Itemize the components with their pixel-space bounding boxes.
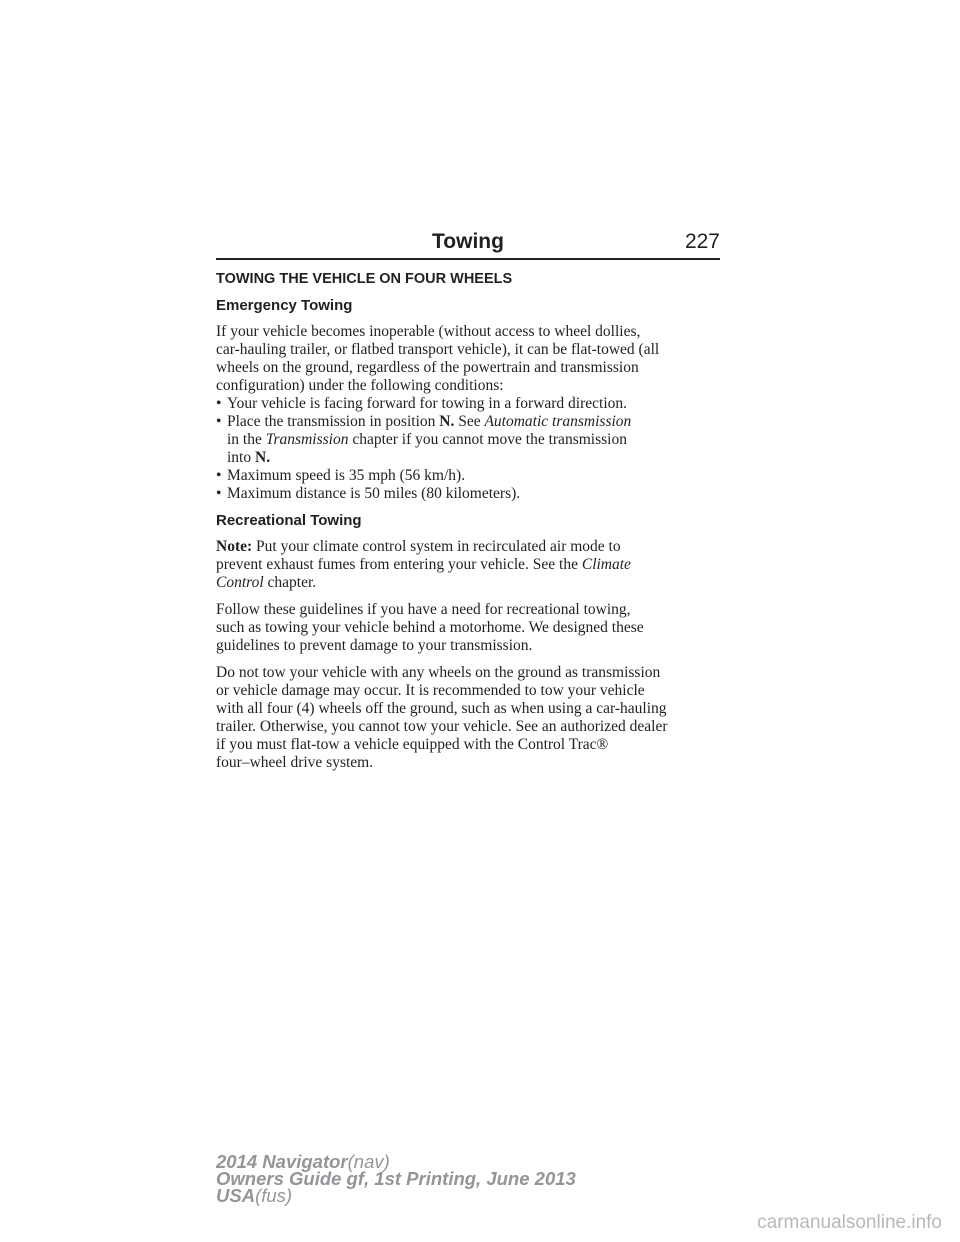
- tow-warning-paragraph: [216, 664, 726, 772]
- bullet-icon: •: [216, 413, 222, 430]
- transmission-chapter-reference: Transmission: [265, 431, 349, 448]
- page-header: [216, 228, 720, 260]
- emergency-intro-line: wheels on the ground, regardless of the powertrain and transmission: [216, 359, 639, 376]
- page-number: 227: [684, 230, 720, 253]
- list-item: [216, 485, 726, 503]
- emergency-intro-paragraph: [216, 323, 726, 395]
- transmission-position-n: N.: [255, 449, 271, 466]
- paragraph-line: or vehicle damage may occur. It is recommended to tow your vehicle: [216, 682, 645, 699]
- section-title: Towing: [432, 230, 504, 253]
- recreational-towing-heading: Recreational Towing: [216, 512, 362, 529]
- footer-market: USA: [216, 1185, 256, 1206]
- page-content: [216, 270, 726, 781]
- bullet-icon: •: [216, 467, 222, 484]
- footer-printing-info: Owners Guide gf, 1st Printing, June 2013: [216, 1168, 576, 1189]
- climate-control-reference: Climate: [581, 556, 631, 573]
- bullet-text: See: [454, 413, 485, 430]
- emergency-intro-line: configuration) under the following conditions:: [216, 377, 504, 394]
- paragraph-line: guidelines to prevent damage to your transmission.: [216, 637, 533, 654]
- note-label: Note:: [216, 538, 253, 555]
- paragraph-line: such as towing your vehicle behind a motorhome. We designed these: [216, 619, 644, 636]
- footer-market-code: (fus): [255, 1185, 293, 1206]
- guidelines-paragraph: [216, 601, 726, 655]
- list-item: [216, 413, 726, 467]
- transmission-position-n: N.: [439, 413, 455, 430]
- bullet-text: chapter if you cannot move the transmission: [348, 431, 627, 448]
- note-text: prevent exhaust fumes from entering your vehicle. See the: [216, 556, 582, 573]
- bullet-icon: •: [216, 485, 222, 502]
- paragraph-line: Follow these guidelines if you have a need for recreational towing,: [216, 601, 631, 618]
- bullet-text: Maximum speed is 35 mph (56 km/h).: [227, 467, 466, 484]
- paragraph-line: trailer. Otherwise, you cannot tow your vehicle. See an authorized dealer: [216, 718, 668, 735]
- bullet-text: Maximum distance is 50 miles (80 kilometers).: [227, 485, 521, 502]
- paragraph-line: Do not tow your vehicle with any wheels on the ground as transmission: [216, 664, 661, 681]
- document-footer: [216, 1153, 576, 1204]
- bullet-icon: •: [216, 395, 222, 412]
- emergency-towing-heading: Emergency Towing: [216, 297, 353, 314]
- bullet-text: Your vehicle is facing forward for towing in a forward direction.: [227, 395, 628, 412]
- footer-model: 2014 Navigator: [216, 1151, 348, 1172]
- list-item: [216, 395, 726, 413]
- bullet-text: into: [227, 449, 255, 466]
- automatic-transmission-reference: Automatic transmission: [484, 413, 632, 430]
- paragraph-line: if you must flat-tow a vehicle equipped with the Control Trac®: [216, 736, 609, 753]
- note-text: chapter.: [263, 574, 317, 591]
- emergency-intro-line: If your vehicle becomes inoperable (without access to wheel dollies,: [216, 323, 641, 340]
- towing-conditions-list: [216, 395, 726, 503]
- footer-model-code: (nav): [347, 1151, 390, 1172]
- bullet-text: Place the transmission in position: [227, 413, 440, 430]
- climate-control-reference: Control: [216, 574, 264, 591]
- emergency-intro-line: car-hauling trailer, or flatbed transport vehicle), it can be flat-towed (all: [216, 341, 660, 358]
- paragraph-line: four–wheel drive system.: [216, 754, 374, 771]
- site-watermark: carmanualsonline.info: [757, 1212, 942, 1233]
- paragraph-line: with all four (4) wheels off the ground, such as when using a car-hauling: [216, 700, 667, 717]
- note-paragraph: [216, 538, 726, 592]
- main-heading: TOWING THE VEHICLE ON FOUR WHEELS: [216, 271, 513, 287]
- note-text: Put your climate control system in recirculated air mode to: [252, 538, 621, 555]
- list-item: [216, 467, 726, 485]
- bullet-text: in the: [227, 431, 266, 448]
